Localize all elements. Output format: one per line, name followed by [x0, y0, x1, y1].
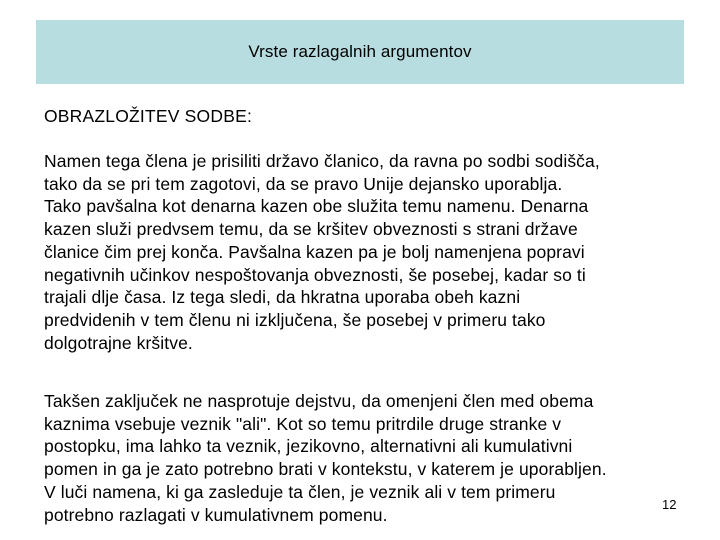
- paragraph-2-line: pomen in ga je zato potrebno brati v kontekstu, v katerem je uporabljen.: [44, 459, 607, 480]
- paragraph-1-line: Tako pavšalna kot denarna kazen obe služita temu namenu. Denarna: [44, 196, 589, 217]
- paragraph-1-line: predvidenih v tem členu ni izključena, še posebej v primeru tako: [44, 309, 546, 330]
- paragraph-1-line: kazen služi predvsem temu, da se kršitev obveznosti s strani države: [44, 219, 578, 240]
- paragraph-1-line: dolgotrajne kršitve.: [44, 332, 193, 353]
- paragraph-2-line: Takšen zaključek ne nasprotuje dejstvu, da omenjeni člen med obema: [44, 391, 594, 411]
- paragraph-1-line: Namen tega člena je prisiliti državo članico, da ravna po sodbi sodišča,: [44, 151, 600, 171]
- section-heading: OBRAZLOŽITEV SODBE:: [44, 106, 253, 126]
- paragraph-1-line: negativnih učinkov nespoštovanja obveznosti, še posebej, kadar so ti: [44, 264, 586, 285]
- title-bar: [36, 20, 684, 84]
- paragraph-2-line: kaznima vsebuje veznik "ali". Kot so temu pritrdile druge stranke v: [44, 413, 562, 434]
- paragraph-2-line: potrebno razlagati v kumulativnem pomenu.: [44, 504, 388, 525]
- paragraph-1-line: trajali dlje časa. Iz tega sledi, da hkratna uporaba obeh kazni: [44, 287, 521, 308]
- paragraph-2: [44, 390, 694, 526]
- paragraph-1: [44, 150, 694, 354]
- page-number: 12: [662, 497, 677, 512]
- slide-title: Vrste razlagalnih argumentov: [248, 42, 472, 61]
- paragraph-2-line: postopku, ima lahko ta veznik, jezikovno, alternativni ali kumulativni: [44, 436, 573, 457]
- paragraph-1-line: članice čim prej konča. Pavšalna kazen pa je bolj namenjena popravi: [44, 241, 585, 262]
- paragraph-1-line: tako da se pri tem zagotovi, da se pravo Unije dejansko uporablja.: [44, 173, 563, 194]
- paragraph-2-line: V luči namena, ki ga zasleduje ta člen, je veznik ali v tem primeru: [44, 481, 556, 502]
